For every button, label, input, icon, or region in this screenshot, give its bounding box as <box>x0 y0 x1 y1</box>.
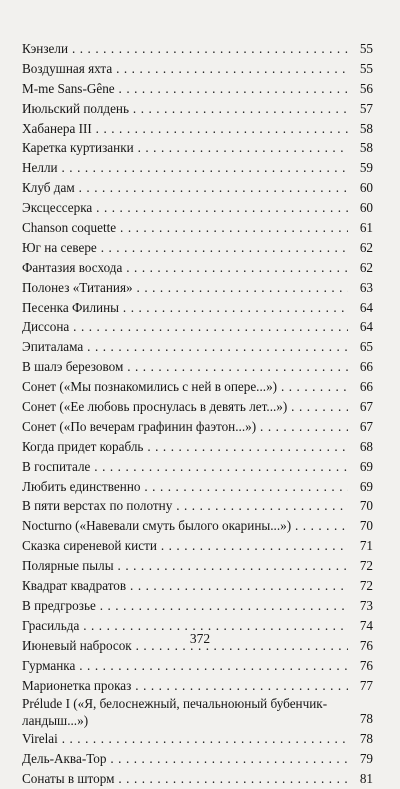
toc-entry <box>22 496 373 516</box>
toc-entry-page: 67 <box>357 417 373 437</box>
toc-entry-title: Полярные пылы . . . <box>22 556 348 576</box>
toc-entry-title: Prélude I («Я, белоснежный, печальноюный бубенчик-ландыш...») <box>22 696 328 728</box>
toc-entry-title: В госпитале . . . <box>22 457 348 477</box>
toc-entry-page: 77 <box>357 676 373 696</box>
toc-entry-title: Chanson coquette . . . <box>22 218 348 238</box>
toc-entry <box>22 99 373 119</box>
toc-entry-title: Нелли . . . <box>22 158 348 178</box>
toc-entry-title: Хабанера III . . . <box>22 119 348 139</box>
toc-entry-page: 72 <box>357 576 373 596</box>
toc-entry <box>22 79 373 99</box>
toc-entry-title: Диссона . . . <box>22 317 348 337</box>
toc-entry <box>22 238 373 258</box>
toc-entry-page: 56 <box>357 79 373 99</box>
toc-entry-page: 81 <box>357 769 373 789</box>
toc-entry <box>22 278 373 298</box>
toc-entry-page: 73 <box>357 596 373 616</box>
toc-entry-page: 65 <box>357 337 373 357</box>
toc-entry <box>22 298 373 318</box>
toc-entry-page: 55 <box>357 39 373 59</box>
toc-entry-page: 58 <box>357 119 373 139</box>
toc-entry-title: Юг на севере . . . <box>22 238 348 258</box>
toc-entry <box>22 676 373 696</box>
toc-entry-page: 59 <box>357 158 373 178</box>
toc-entry <box>22 417 373 437</box>
toc-entry-title: Полонез «Титания» . . . <box>22 278 348 298</box>
toc-entry-title: Марионетка проказ . . . <box>22 676 348 696</box>
toc-entry-page: 66 <box>357 357 373 377</box>
toc-entry-title: Гурманка . . . <box>22 656 348 676</box>
toc-entry-title: Песенка Филины . . . <box>22 298 348 318</box>
toc-entry-title: В шалэ березовом . . . <box>22 357 348 377</box>
toc-entry-title: Сонет («Ее любовь проснулась в девять лет...») . . . <box>22 397 348 417</box>
toc-entry-page: 58 <box>357 138 373 158</box>
toc-entry-page: 69 <box>357 477 373 497</box>
toc-entry <box>22 769 373 789</box>
toc-entry-page: 68 <box>357 437 373 457</box>
toc-entry-title: Сонет («По вечерам графинин фаэтон...») . . . <box>22 417 348 437</box>
toc-entry-title: Воздушная яхта . . . <box>22 59 348 79</box>
toc-entry <box>22 317 373 337</box>
toc-entry-title: Клуб дам . . . <box>22 178 348 198</box>
toc-entry <box>22 749 373 769</box>
toc-entry-page: 61 <box>357 218 373 238</box>
toc-entry-title: Сказка сиреневой кисти . . . <box>22 536 348 556</box>
toc-entry-title: Каретка куртизанки . . . <box>22 138 348 158</box>
toc-entry <box>22 437 373 457</box>
toc-entry <box>22 397 373 417</box>
toc-entry-title: M-me Sans-Gêne . . . <box>22 79 348 99</box>
toc-entry-page: 74 <box>357 616 373 636</box>
toc-entry-title: Эпиталама . . . <box>22 337 348 357</box>
toc-entry-page: 79 <box>357 749 373 769</box>
toc-entry <box>22 198 373 218</box>
toc-entry <box>22 218 373 238</box>
toc-entry <box>22 576 373 596</box>
toc-entry-page: 70 <box>357 516 373 536</box>
toc-entry-page: 66 <box>357 377 373 397</box>
toc-entry-page: 78 <box>357 729 373 749</box>
toc-entry <box>22 729 373 749</box>
table-of-contents <box>22 39 373 789</box>
toc-entry-page: 60 <box>357 198 373 218</box>
toc-entry-page: 57 <box>357 99 373 119</box>
toc-entry <box>22 377 373 397</box>
toc-entry-title: Грасильда . . . <box>22 616 348 636</box>
toc-entry-page: 70 <box>357 496 373 516</box>
toc-entry <box>22 258 373 278</box>
toc-entry <box>22 695 373 729</box>
toc-entry-page: 62 <box>357 238 373 258</box>
toc-entry-title: Июневый набросок . . . <box>22 636 348 656</box>
toc-entry-title: Nocturno («Навевали смуть былого окарины...») . . . <box>22 516 348 536</box>
toc-entry <box>22 536 373 556</box>
page-number: 372 <box>189 631 211 646</box>
toc-entry <box>22 39 373 59</box>
toc-entry-title: Сонаты в шторм . . . <box>22 769 348 789</box>
toc-entry <box>22 596 373 616</box>
toc-entry-page: 78 <box>357 709 373 729</box>
toc-entry <box>22 119 373 139</box>
toc-entry <box>22 158 373 178</box>
toc-entry-title: Кэнзели . . . <box>22 39 348 59</box>
toc-entry-page: 64 <box>357 317 373 337</box>
toc-entry-page: 55 <box>357 59 373 79</box>
toc-entry-page: 67 <box>357 397 373 417</box>
toc-entry-title: В предгрозье . . . <box>22 596 348 616</box>
toc-entry-title: Фантазия восхода . . . <box>22 258 348 278</box>
toc-entry-page: 71 <box>357 536 373 556</box>
toc-entry-title: Июльский полдень . . . <box>22 99 348 119</box>
toc-entry <box>22 59 373 79</box>
toc-entry-title: Любить единственно . . . <box>22 477 348 497</box>
toc-entry-title: Квадрат квадратов . . . <box>22 576 348 596</box>
toc-entry-title: В пяти верстах по полотну . . . <box>22 496 348 516</box>
toc-entry-page: 69 <box>357 457 373 477</box>
toc-entry <box>22 477 373 497</box>
toc-entry <box>22 556 373 576</box>
toc-entry <box>22 138 373 158</box>
toc-entry <box>22 357 373 377</box>
toc-entry <box>22 516 373 536</box>
toc-entry <box>22 457 373 477</box>
toc-entry-title: Virelai . . . <box>22 729 348 749</box>
toc-entry-title: Когда придет корабль . . . <box>22 437 348 457</box>
toc-entry <box>22 337 373 357</box>
toc-entry <box>22 656 373 676</box>
toc-entry-page: 62 <box>357 258 373 278</box>
toc-entry-page: 72 <box>357 556 373 576</box>
toc-entry-page: 76 <box>357 656 373 676</box>
toc-entry-title: Дель-Аква-Тор . . . <box>22 749 348 769</box>
toc-entry-page: 76 <box>357 636 373 656</box>
toc-entry-title: Сонет («Мы познакомились с ней в опере...») . . . <box>22 377 348 397</box>
toc-entry <box>22 178 373 198</box>
toc-entry-page: 63 <box>357 278 373 298</box>
toc-entry-page: 60 <box>357 178 373 198</box>
toc-entry-page: 64 <box>357 298 373 318</box>
toc-entry-title: Эксцессерка . . . <box>22 198 348 218</box>
